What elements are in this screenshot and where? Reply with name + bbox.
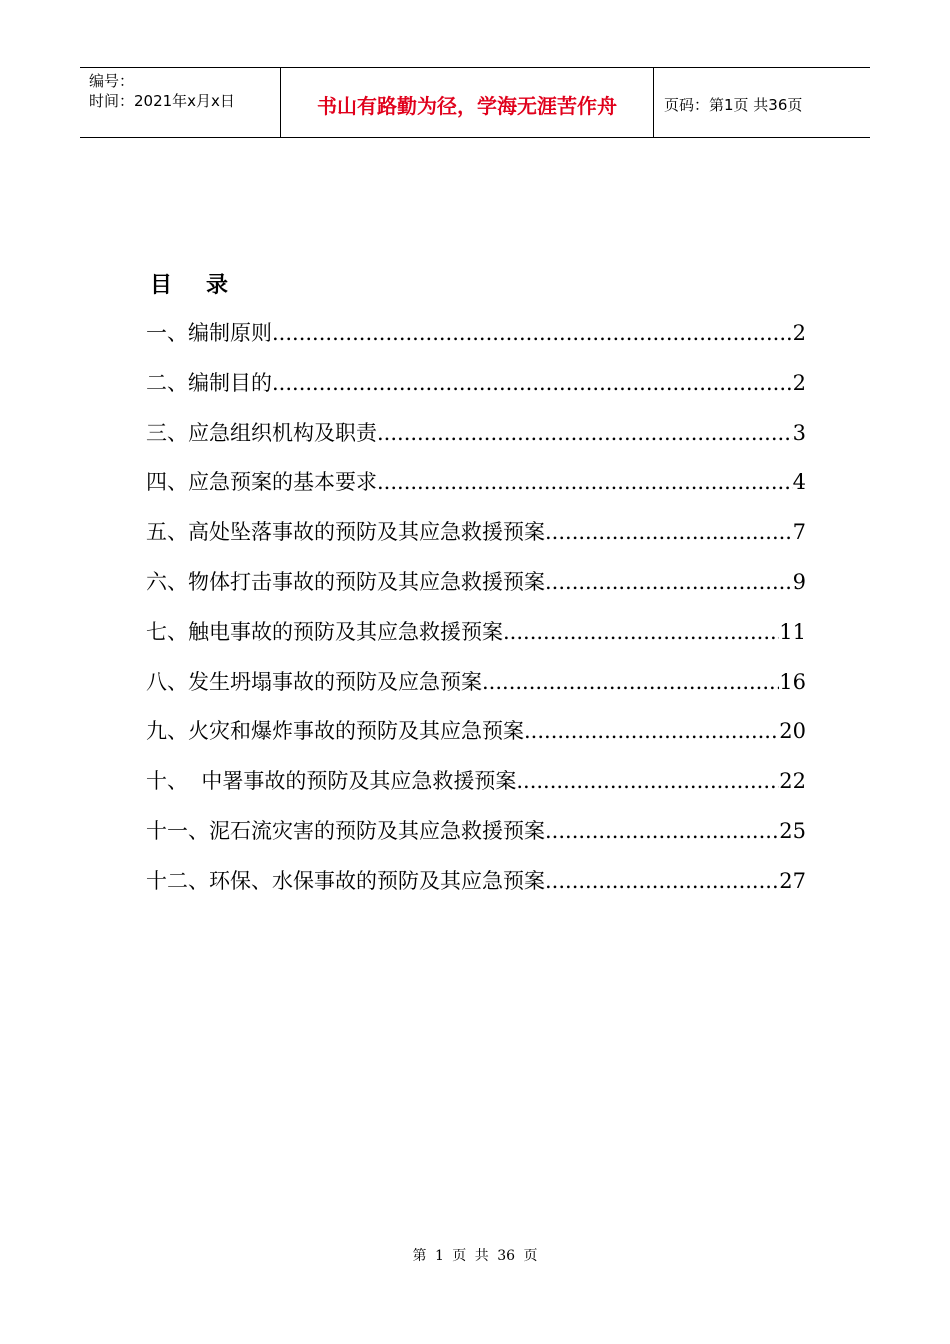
toc-item-label: 一、编制原则 — [146, 321, 272, 345]
toc-item[interactable] — [146, 814, 806, 864]
toc-item-label: 九、火灾和爆炸事故的预防及其应急预案 — [146, 719, 524, 744]
toc-leader-dots — [377, 465, 793, 499]
page-header — [80, 67, 870, 138]
toc-item[interactable] — [146, 615, 806, 665]
toc-item-label: 三、应急组织机构及职责 — [146, 420, 377, 445]
toc-item-label: 十二、环保、水保事故的预防及其应急预案 — [146, 868, 545, 893]
header-number-label: 编号： — [89, 72, 135, 90]
toc-item[interactable] — [146, 416, 806, 466]
toc-item[interactable] — [146, 565, 806, 615]
table-of-contents — [146, 316, 806, 914]
toc-leader-dots — [272, 316, 793, 350]
toc-leader-dots — [272, 366, 793, 400]
header-page-info: 页码：第1页 共36页 — [664, 96, 803, 114]
toc-item-page: 3 — [792, 420, 806, 445]
toc-item[interactable] — [146, 316, 806, 366]
toc-item-page: 11 — [779, 619, 806, 644]
toc-item-label: 七、触电事故的预防及其应急救援预案 — [146, 619, 503, 644]
toc-item-page: 9 — [792, 569, 806, 594]
toc-leader-dots — [545, 864, 779, 898]
toc-item-label: 五、高处坠落事故的预防及其应急救援预案 — [146, 520, 545, 545]
toc-item[interactable] — [146, 665, 806, 715]
toc-item-page: 2 — [792, 321, 806, 345]
toc-item-page: 7 — [792, 520, 806, 545]
header-time-label: 时间：2021年x月x日 — [89, 92, 235, 110]
toc-item-label: 八、发生坍塌事故的预防及应急预案 — [146, 669, 482, 694]
toc-title: 目录 — [150, 273, 263, 298]
toc-leader-dots — [545, 565, 793, 599]
toc-item[interactable] — [146, 864, 806, 914]
toc-leader-dots — [516, 764, 779, 798]
toc-item-page: 2 — [792, 370, 806, 395]
toc-item-page: 16 — [779, 669, 806, 694]
toc-item-label: 十一、泥石流灾害的预防及其应急救援预案 — [146, 818, 545, 843]
toc-item-label: 四、应急预案的基本要求 — [146, 470, 377, 495]
toc-item-page: 20 — [779, 719, 806, 744]
toc-item[interactable] — [146, 465, 806, 515]
toc-item[interactable] — [146, 515, 806, 565]
header-meta — [80, 68, 281, 137]
toc-item-page: 4 — [792, 470, 806, 495]
header-motto: 书山有路勤为径，学海无涯苦作舟 — [281, 68, 654, 137]
page-footer: 第 1 页 共 36 页 — [412, 1248, 538, 1264]
toc-leader-dots — [377, 416, 793, 450]
toc-leader-dots — [482, 665, 779, 699]
toc-item[interactable] — [146, 764, 806, 814]
toc-item[interactable] — [146, 366, 806, 416]
toc-item-page: 22 — [779, 769, 806, 794]
toc-leader-dots — [524, 714, 779, 748]
toc-leader-dots — [545, 814, 779, 848]
toc-item[interactable] — [146, 714, 806, 764]
toc-item-label: 六、物体打击事故的预防及其应急救援预案 — [146, 569, 545, 594]
toc-leader-dots — [545, 515, 793, 549]
toc-item-page: 27 — [779, 868, 806, 893]
toc-item-label: 二、编制目的 — [146, 370, 272, 395]
toc-leader-dots — [503, 615, 779, 649]
toc-item-page: 25 — [779, 818, 806, 843]
toc-item-label: 十、 中署事故的预防及其应急救援预案 — [146, 769, 517, 794]
